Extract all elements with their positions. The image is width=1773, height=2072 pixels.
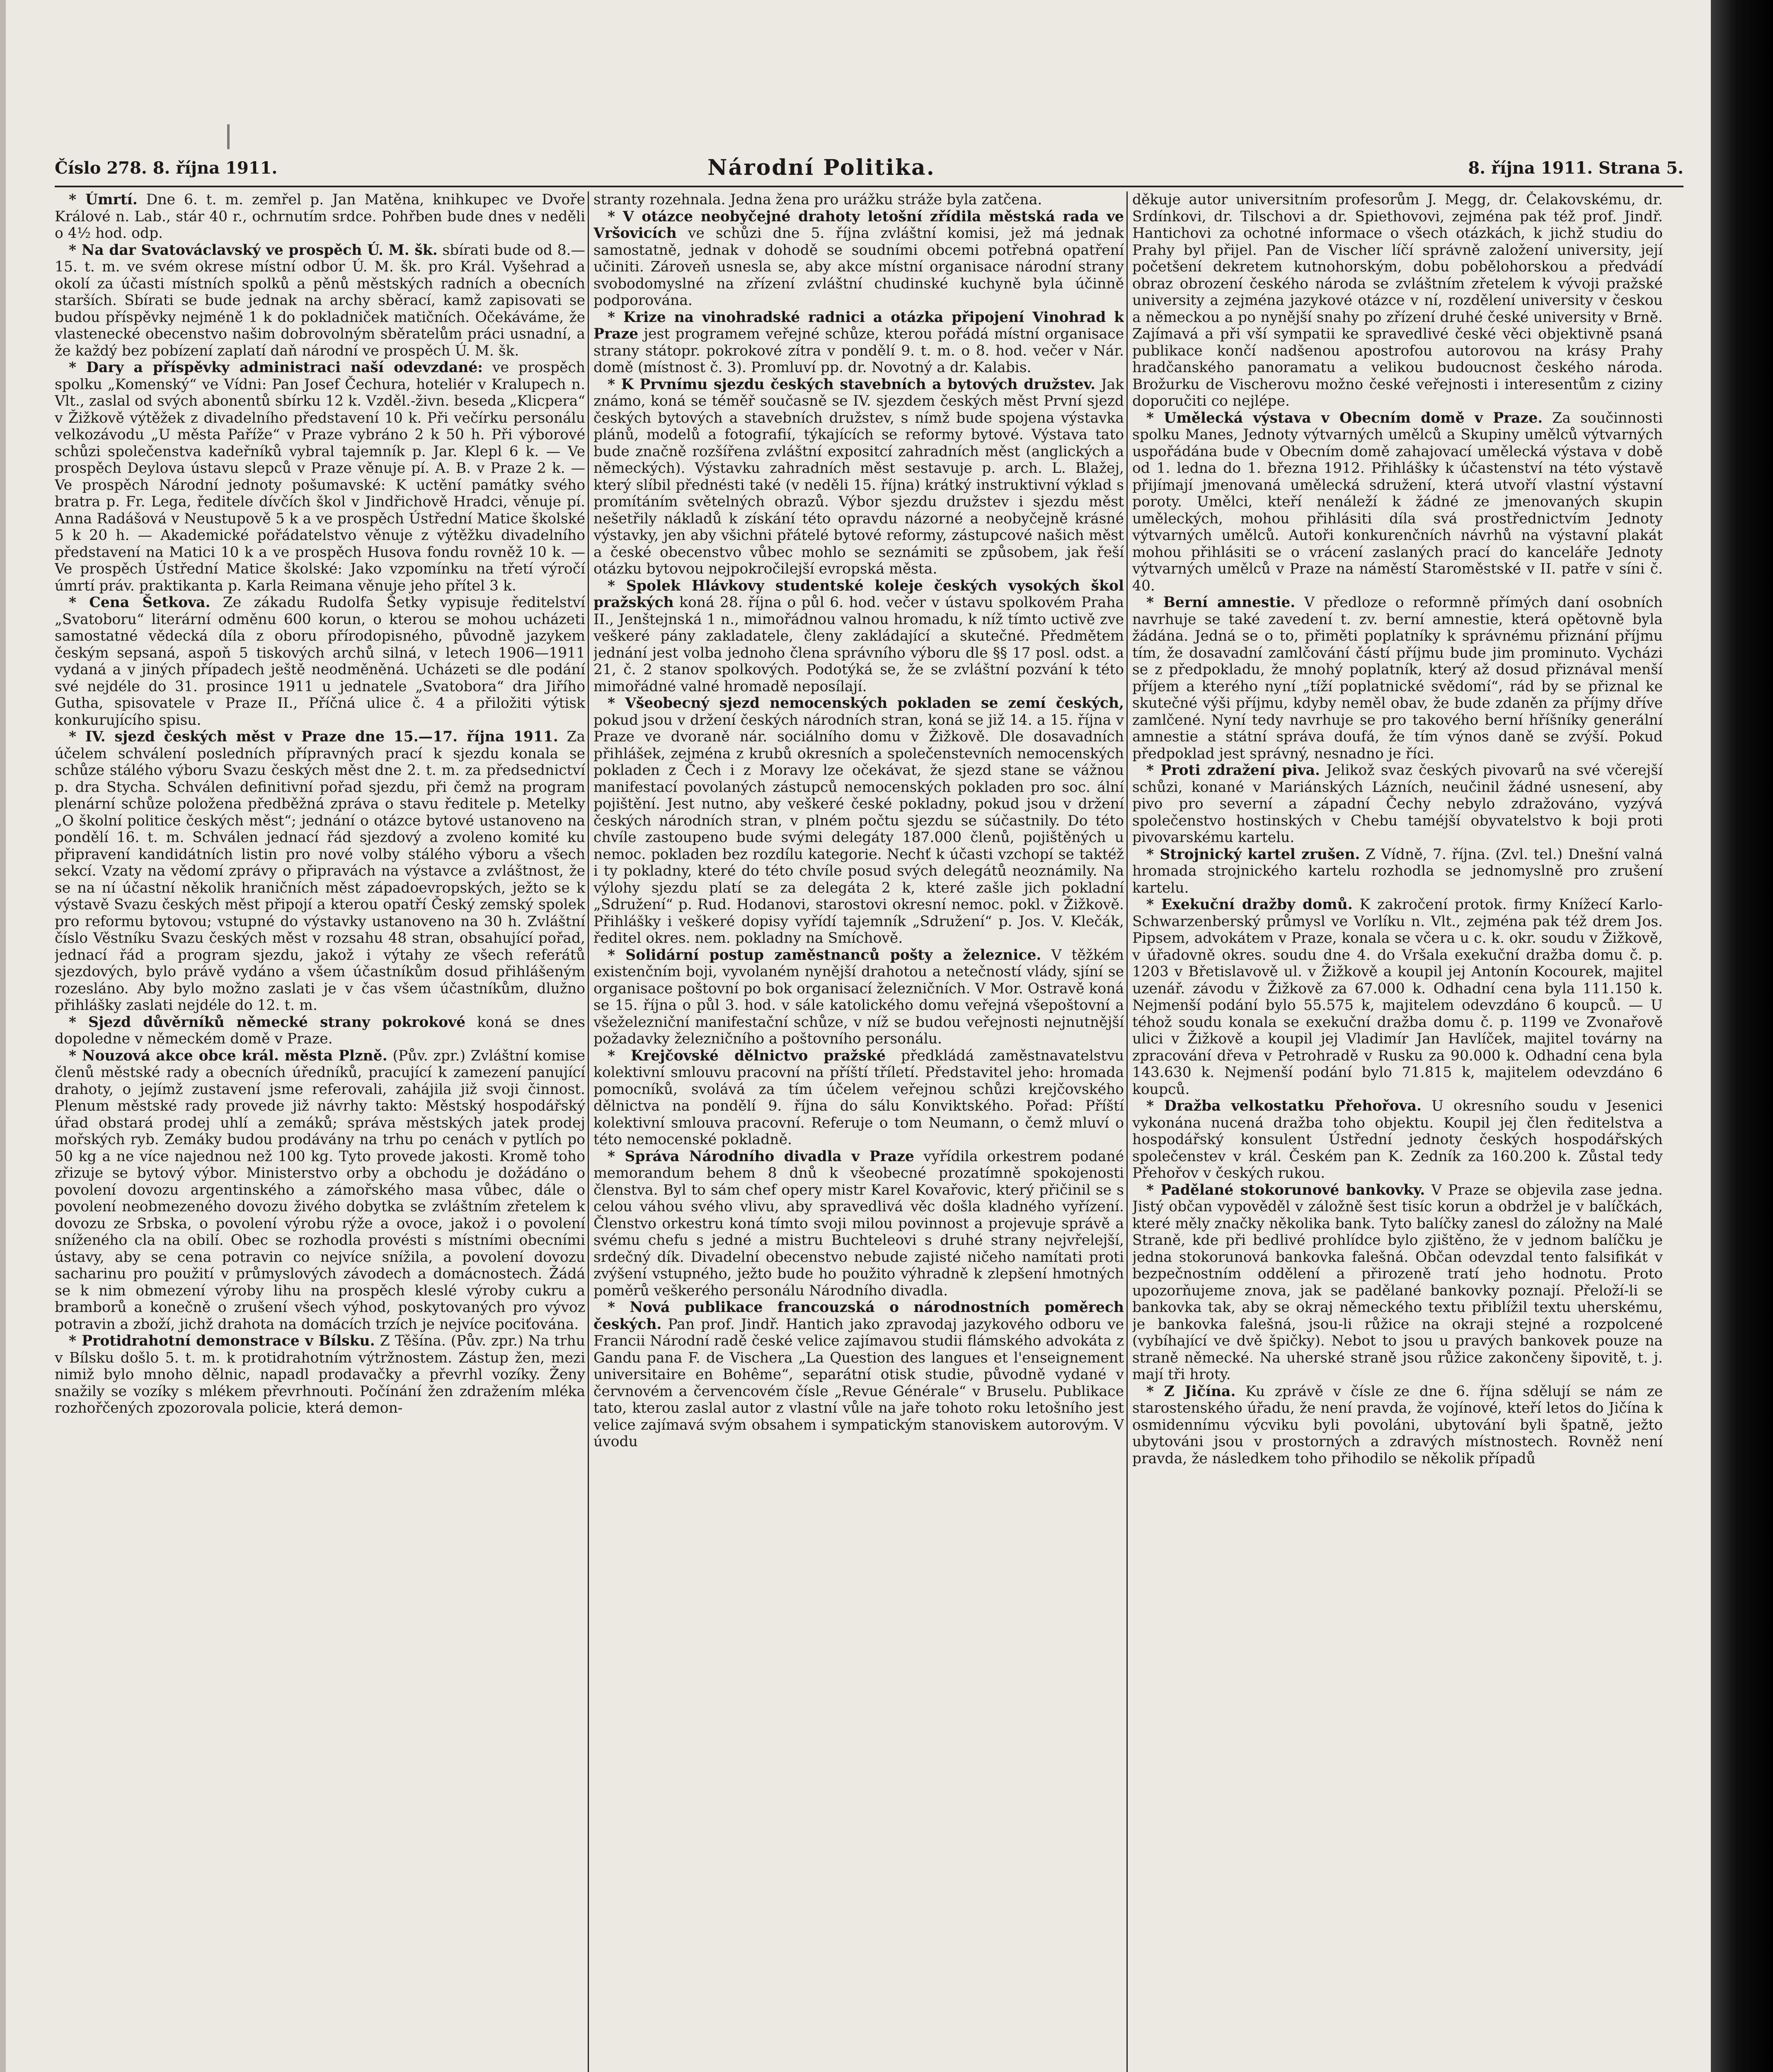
scan-mark bbox=[227, 124, 230, 149]
article-text: koná se dnes dopoledne v německém domě v Praze. bbox=[55, 1014, 585, 1047]
article-paragraph bbox=[55, 1333, 585, 1417]
masthead-title: Národní Politika. bbox=[707, 155, 935, 180]
article-text: ve prospěch spolku „Komenský“ ve Vídni: Pan Josef Čechura, hoteliér v Kralupech n. Vlt., zaslal od svých abonentů sbírku 12 k. Vzděl.-živn. beseda „Klicpera“ v Žižkově výtěžek z divadelního představení 10 k. Při večírku personálu velkozávodu „U města Paříže“ v Praze vybráno 2 k 50 h. Při výborové schůzi společenstva kadeřníků vybral tajemník p. Jar. Klepl 6 k. — Ve prospěch Deylova ústavu slepců v Praze věnuje pí. A. B. v Praze 2 k. — Ve prospěch Národní jednoty pošumavské: K uctění památky svého bratra p. Fr. Lega, ředitele dívčích škol v Jindřichově Hradci, věnuje pí. Anna Radášová v Neustupově 5 k a ve prospěch Ústřední Matice školské 5 k 20 h. — Akademické pořádatelstvo věnuje z výtěžku divadelního představení na Matici 10 k a ve prospěch Husova fondu rovněž 10 k. — Ve prospěch Ústřední Matice školské: Jako vzpomínku na třetí výročí úmrtí práv. praktikanta p. Karla Reimana věnuje jeho přítel 3 k. bbox=[55, 359, 585, 594]
article-heading: * K Prvnímu sjezdu českých stavebních a bytových družstev. bbox=[608, 376, 1096, 393]
article-text: Za součinnosti spolku Manes, Jednoty výtvarných umělců a Skupiny umělců výtvarných uspořádána bude v Obecním domě zahajovací umělecká výstava v době od 1. ledna do 1. března 1912. Přihlášky k účastenství na této výstavě přijímají jmenovaná umělecká sdružení, která utvoří vlastní výstavní poroty. Umělci, kteří nenáleží k žádné ze jmenovaných skupin uměleckých, mohou přihlásiti díla svá prostřednictvím Jednoty výtvarných umělců. Autoři konkurenčních návrhů na výstavní plakát mohou přihlásiti se o vrácení zaslaných prací do kanceláře Jednoty výtvarných umělců v Praze na náměstí Staroměstské v II. patře v síni č. 40. bbox=[1132, 409, 1663, 594]
column-3 bbox=[1132, 191, 1663, 2072]
column-1 bbox=[55, 191, 585, 2072]
article-heading: * Umělecká výstava v Obecním domě v Praze. bbox=[1146, 409, 1543, 426]
article-paragraph bbox=[1132, 1182, 1663, 1383]
article-paragraph bbox=[593, 695, 1124, 947]
article-paragraph bbox=[55, 191, 585, 242]
article-heading: * Cena Šetkova. bbox=[69, 594, 211, 611]
article-text: Pan prof. Jindř. Hantich jako zpravodaj jazykového odboru ve Francii Národní radě české velice zajímavou studii flámského advokáta z Gandu pana F. de Vischera „La Question des langues et l'enseignement universitaire en Bohême“, separátní otisk studie, původně vydané v červnovém a červencovém čísle „Revue Générale“ v Bruselu. Publikace tato, kterou zaslal autor z vlastní vůle na jaře tohoto roku letošního jest velice zajímavá svým obsahem i sympatickým stanoviskem autorovým. V úvodu bbox=[593, 1316, 1124, 1450]
header-rule bbox=[55, 186, 1683, 187]
article-text: Ku zprávě v čísle ze dne 6. října sdělují se nám ze starostenského úřadu, že není pravda, že vojínové, kteří letos do Jičína k osmidennímu výcviku byli povoláni, ubytování byli špatně, ježto ubytováni jsou v prostorných a zdravých místnostech. Rovněž není pravda, že následkem toho přihodilo se několik případů bbox=[1132, 1383, 1663, 1467]
scan-right-edge bbox=[1711, 0, 1773, 2072]
article-text: K zakročení protok. firmy Knížecí Karlo-Schwarzenberský průmysl ve Vorlíku n. Vlt., zejména pak též drem Jos. Pipsem, advokátem v Praze, konala se včera u c. k. okr. soudu v Žižkově, v úřadovně okres. soudu dne 4. do Vršala exekuční dražba domu č. p. 1203 v Břetislavově ul. v Žižkově a koupil jej Antonín Kocourek, majitel uzenář. závodu v Žižkově za 67.000 k. Odhadní cena byla 111.150 k. Nejmenší podání bylo 55.575 k, majitelem odevzdáno 6 koupců. — U téhož soudu konala se exekuční dražba domu č. p. 1199 ve Zvonařově ulici v Žižkově a koupil jej Vladimír Jan Havlíček, majitel továrny na zpracování dřeva v Petrohradě v Rusku za 90.000 k. Odhadní cena byla 143.630 k. Nejmenší podání bylo 71.815 k, majitelem odevzdáno 6 koupců. bbox=[1132, 896, 1663, 1098]
article-heading: * Správa Národního divadla v Praze bbox=[608, 1148, 914, 1165]
article-heading: * Spolek Hlávkovy studentské koleje českých vysokých škol pražských bbox=[593, 577, 1124, 611]
article-paragraph bbox=[1132, 1383, 1663, 1467]
article-heading: * Na dar Svatováclavský ve prospěch Ú. M. šk. bbox=[69, 242, 438, 259]
article-text: sbírati bude od 8.—15. t. m. ve svém okrese místní odbor Ú. M. šk. pro Král. Vyšehrad a okolí za účasti místních spolků a pěnů městských radních a obecních starších. Sbírati se bude jednak na archy sběrací, kamž zapisovati se budou příspěvky nejméně 1 k do pokladniček matičních. Očekáváme, že vlastenecké obecenstvo našim dobrovolným sběratelům práci usnadní, a že každý bez pobízení zaplatí daň národní ve prospěch Ú. M. šk. bbox=[55, 242, 585, 359]
article-text: V Praze se objevila zase jedna. Jistý občan vypověděl v záložně šest tisíc korun a obdržel je v balíčkách, které měly značky několika bank. Tyto balíčky zanesl do záložny na Malé Straně, kde při bedlivé prohlídce bylo zjištěno, že v jednom balíčku je jedna stokorunová bankovka falešná. Občan odevzdal tento falsifikát v bezpečnostním oddělení a přirozeně tratí jeho hodnotu. Proto upozorňujeme znova, jak se padělané bankovky poznají. Přeloží-li se bankovka tak, aby se okraj německého textu přiblížil textu uherskému, je bankovka falešná, jsou-li růžice na okraji stejné a rozpolcené (vybíhající ve dvě špičky). Nebot to jsou u pravých bankovek pouze na straně německé. Na uherské straně jsou růžice zakončeny šipovitě, t. j. mají tři hroty. bbox=[1132, 1181, 1663, 1383]
article-text: V předloze o reformně přímých daní osobních navrhuje se také zavedení t. zv. berní amnestie, která opětovně byla žádána. Jedná se o to, přiměti poplatníky k správnému přiznání příjmu tím, že dosavadní zamlčování částí příjmu bude jim prominuto. Vycházi se z předpokladu, že mnohý poplatník, který až dosud přiznával menší příjem a kterého nyní „tíží poplatnické svědomí“, rád by se přiznal ke skutečné výši příjmu, kdyby neměl obav, že bude zdaněn za příjmy dříve zamlčené. Nyní tedy navrhuje se pro takového berní hříšníky generální amnestie a státní správa doufá, že tím výnos daně se zvýší. Pokud předpoklad jest správný, nesnadno je říci. bbox=[1132, 594, 1663, 762]
article-text: Z Těšína. (Pův. zpr.) Na trhu v Bílsku došlo 5. t. m. k protidrahotním výtržnostem. Zástup žen, mezi nimiž bylo mnoho dělnic, napadl prodavačky a převrhl vozíky. Ženy snažily se vozíky s mlékem převrhnouti. Počínání žen zdražením mléka rozhořčených zpozorovala policie, která demon- bbox=[55, 1333, 585, 1416]
article-heading: * Z Jičína. bbox=[1146, 1383, 1236, 1400]
article-text: Jak známo, koná se téměř současně se IV. sjezdem českých měst První sjezd českých bytových a stavebních družstev, s nímž bude spojena výstavka plánů, modelů a fotografií, týkajících se reformy bytové. Výstava tato bude značně rozšířena zvláštní expositcí zahradních měst (anglických a německých). Výstavku zahradních měst sestavuje p. arch. L. Blažej, který slíbil přednésti také (v neděli 15. října) krátký instruktivní výklad s promítáním světelných obrazů. Výbor sjezdu družstev i sjezdu měst nešetřily nákladů k získání této opravdu názorné a neobyčejně krásné výstavky, jen aby všichni přátelé bytové reformy, zástupcové našich měst a české obecenstvo vůbec mohlo se seznámiti se způsobem, jak řeší otázku bytovou nejpokročilejší evropská města. bbox=[593, 376, 1124, 577]
article-heading: * Nouzová akce obce král. města Plzně. bbox=[69, 1047, 388, 1064]
article-paragraph bbox=[1132, 846, 1663, 897]
article-paragraph bbox=[1132, 1098, 1663, 1182]
article-heading: * Nová publikace francouzská o národnostních poměrech českých. bbox=[593, 1299, 1124, 1333]
article-paragraph bbox=[1132, 191, 1663, 410]
article-paragraph bbox=[1132, 762, 1663, 846]
article-paragraph bbox=[593, 1048, 1124, 1148]
article-heading: * Strojnický kartel zrušen. bbox=[1146, 846, 1360, 863]
article-paragraph bbox=[593, 1299, 1124, 1450]
article-heading: * Krejčovské dělnictvo pražské bbox=[608, 1047, 886, 1064]
article-heading: * Všeobecný sjezd nemocenských pokladen se zemí českých, bbox=[608, 695, 1124, 712]
article-paragraph bbox=[55, 1014, 585, 1048]
article-paragraph bbox=[1132, 896, 1663, 1098]
date-page-number: 8. října 1911. Strana 5. bbox=[1468, 158, 1683, 178]
article-heading: * Krize na vinohradské radnici a otázka připojení Vinohrad k Praze bbox=[593, 309, 1124, 342]
article-paragraph bbox=[593, 1148, 1124, 1300]
article-paragraph bbox=[55, 594, 585, 729]
article-text: Jelikož svaz českých pivovarů na své včerejší schůzi, konané v Mariánských Lázních, neučinil žádné usnesení, aby pivo pro severní a západní Čechy nebylo zdražováno, vyzývá společenstvo hostinských v Chebu taméjší obyvatelstvo k boji proti pivovarskému kartelu. bbox=[1132, 762, 1663, 846]
article-text: předkládá zaměstnavatelstvu kolektivní smlouvu pracovní na příští tříletí. Představitel jeho: hromada pomocníků, svolává za tím účelem veřejnou schůzi krejčovského dělnictva na pondělí 9. října do sálu Konviktského. Pořad: Příští kolektivní smlouva pracovní. Referuje o tom Neumann, o čemž mluví o této nemocenské pokladně. bbox=[593, 1047, 1124, 1148]
article-text: Z Vídně, 7. října. (Zvl. tel.) Dnešní valná hromada strojnického kartelu rozhodla se jednomyslně pro zrušení kartelu. bbox=[1132, 846, 1663, 896]
article-paragraph bbox=[593, 208, 1124, 309]
article-text: Dne 6. t. m. zemřel p. Jan Matěna, knihkupec ve Dvoře Králové n. Lab., stár 40 r., ochrnutím srdce. Pohřben bude dnes v neděli o 4½ hod. odp. bbox=[55, 191, 585, 242]
issue-number-date: Číslo 278. 8. října 1911. bbox=[55, 158, 278, 178]
article-paragraph bbox=[1132, 410, 1663, 595]
article-heading: * Protidrahotní demonstrace v Bílsku. bbox=[69, 1333, 375, 1349]
column-divider bbox=[1126, 191, 1128, 2072]
article-text: Za účelem schválení posledních přípravných prací k sjezdu konala se schůze stálého výboru Svazu českých měst dne 2. t. m. za předsednictví p. dra Stycha. Schválen definitivní pořad sjezdu, při čemž na program plenární schůze položena předběžná zpráva o stavu ředitele p. Metelky „O školní politice českých měst“; jednání o otázce bytové ustanoveno na pondělí 16. t. m. Schválen jednací řád sjezdový a zvoleno komité ku připravení kandidátních listin pro nové volby stálého výboru a všech sekcí. Vzaty na vědomí zprávy o připravách na výstavce a zvláštnost, že se na ní účastní několik hraničních měst západoevropských, ježto se k výstavě Svazu českých měst připojí a kterou opatří Český zemský spolek pro reformu bytovou; vstupné do výstavky ustanoveno na 30 h. Zvláštní číslo Věstníku Svazu českých měst v rozsahu 48 stran, obsahující pořad, jednací řád a program sjezdu, jakož i výtahy ze všech referátů sjezdových, bylo právě vydáno a všem účastníkům dosud přihlášeným rozesláno. Aby bylo možno zaslati je v čas všem účastníkům, dlužno přihlášky zaslati nejdéle do 12. t. m. bbox=[55, 729, 585, 1014]
article-paragraph bbox=[55, 729, 585, 1014]
article-heading: * Proti zdražení piva. bbox=[1146, 762, 1320, 779]
article-heading: * Dary a příspěvky administraci naší odevzdané: bbox=[69, 359, 483, 376]
article-text: vyřídila orkestrem podané memorandum behem 8 dnů k všeobecné prozatímně spokojenosti členstva. Byl to sám chef opery mistr Karel Kovařovic, který přičinil se s celou váhou svého vlivu, aby spravedlivá věc došla kladného vyřízení. Členstvo orkestru koná tímto svoji milou povinnost a projevuje správě a svému chefu s jedné a mistru Buchteleovi s druhé strany nejvřelejší, srdečný dík. Divadelní obecenstvo nebude zajisté ničeho namítati proti zvýšení vstupného, ježto bude ho použito výhradně k zlepšení hmotných poměrů veškerého personálu Národního divadla. bbox=[593, 1148, 1124, 1299]
article-text: Ze zákadu Rudolfa Šetky vypisuje ředitelství „Svatoboru“ literární odměnu 600 korun, o kterou se mohou ucházeti samostatné vědecká díla z oboru přírodopisného, původně jazykem českým sepsaná, aspoň 5 tiskových archů silná, v letech 1906—1911 vydaná a v jiných případech ještě neodměněná. Ucházeti se dle podání své nejdéle do 31. prosince 1911 u jednatele „Svatobora“ dra Jiřího Gutha, spisovatele v Praze II., Příčná ulice č. 4 a přiložiti výtisk konkurujícího spisu. bbox=[55, 594, 585, 729]
article-heading: * Úmrtí. bbox=[69, 191, 138, 208]
article-text: ve schůzi dne 5. října zvláštní komisi, jež má jednak samostatně, jednak v dohodě se soudními obcemi potřebná opatření učiniti. Zároveň usnesla se, aby akce místní organisace národní strany svobodomyslné na zřízení zvláštní chudinské kuchyně byla účinně podporována. bbox=[593, 225, 1124, 309]
article-paragraph bbox=[593, 947, 1124, 1048]
article-paragraph bbox=[593, 309, 1124, 376]
article-text: pokud jsou v držení českých národních stran, koná se již 14. a 15. října v Praze ve dvoraně nár. sociálního domu v Žižkově. Dle dosavadních přihlášek, zejména z krubů okresních a společenstevních nemocenských pokladen z Čech i z Moravy lze očekávat, že sjezd stane se vážnou manifestací povolaných zástupců nemocenských pokladen pro soc. ální pojištění. Jest nutno, aby veškeré české pokladny, pokud jsou v držení českých národních stran, v plném počtu sjezdu se súčastnily. Do této chvíle zastoupeno bude svými delegáty 187.000 členů, pojištěných u nemoc. pokladen bez rozdílu kategorie. Nechť k účasti vzchopí se taktéž i ty pokladny, které do této chvíle posud svých delegátů neoznámily. Na výlohy sjezdu platí se za delegáta 2 k, které zašle jich pokladní „Sdružení“ p. Rud. Hodanovi, starostovi okresní nemoc. pokl. v Žižkově. Přihlášky i veškeré dopisy vyřídí tajemník „Sdružení“ p. Jos. V. Klečák, ředitel okres. nem. pokladny na Smíchově. bbox=[593, 712, 1124, 946]
column-divider bbox=[588, 191, 589, 2072]
article-text: V těžkém existenčním boji, vyvolaném nynější drahotou a netečností vlády, sjíní se organisace poštovní po bok organisací železničních. V Mor. Ostravě koná se 15. října o půl 3. hod. v sále katolického domu veřejná všepoštovní a všeželezniční manifestační schůze, v níž se budou veřejnosti nejnutnější požadavky železničního a poštovního personálu. bbox=[593, 946, 1124, 1047]
article-paragraph bbox=[55, 359, 585, 594]
article-text: U okresního soudu v Jesenici vykonána nucená dražba toho objektu. Koupil jej člen ředitelstva a hospodářský konsulent Ústřední jednoty českých hospodářských společenstev v král. Českém pan K. Zedník za 160.200 k. Zůstal tedy Přehořov v českých rukou. bbox=[1132, 1098, 1663, 1181]
article-heading: * Solidární postup zaměstnanců pošty a železnice. bbox=[608, 946, 1042, 963]
article-heading: * IV. sjezd českých měst v Praze dne 15.—17. října 1911. bbox=[69, 729, 558, 745]
article-paragraph bbox=[593, 376, 1124, 578]
article-paragraph bbox=[593, 191, 1124, 208]
article-heading: * Sjezd důvěrníků německé strany pokrokové bbox=[69, 1014, 466, 1031]
scan-left-edge bbox=[0, 0, 6, 2072]
article-heading: * Padělané stokorunové bankovky. bbox=[1146, 1181, 1425, 1198]
article-text: jest programem veřejné schůze, kterou pořádá místní organisace strany státopr. pokrokové zítra v pondělí 9. t. m. o 8. hod. večer v Nár. domě (místnost č. 3). Promluví pp. dr. Novotný a dr. Kalabis. bbox=[593, 326, 1124, 376]
article-heading: * Berní amnestie. bbox=[1146, 594, 1296, 611]
article-paragraph bbox=[593, 578, 1124, 695]
article-paragraph bbox=[55, 1048, 585, 1333]
article-heading: * V otázce neobyčejné drahoty letošní zřídila městská rada ve Vršovicích bbox=[593, 208, 1124, 242]
article-text: děkuje autor universitním profesorům J. Megg, dr. Čelakovskému, dr. Srdínkovi, dr. Tilschovi a dr. Spiethovovi, zejména pak též prof. Jindř. Hantichovi za ochotné informace o všech otázkách, k jichž studiu do Prahy byl přijel. Pan de Vischer líčí správně založení university, její početšení dekretem kutnohorským, dobu pobělohorskou a předvádí obraz obrození českého národa se zvláštním zřetelem k vývoji pražské university a zejména jazykové otázce v ní, rozdělení university v českou a německou a po nynější snahy po zřízení druhé české university v Brně. Zajímavá a při vší sympatii ke spravedlivé české věci objektivně psaná publikace končí nadšenou apostrofou autorovou na krásy Prahy hradčanského panoramatu a velikou budoucnost českého národa. Brožurku de Vischerovu možno české veřejnosti i interesentům z ciziny doporučiti co nejlépe. bbox=[1132, 191, 1663, 409]
article-text: stranty rozehnala. Jedna žena pro urážku stráže byla zatčena. bbox=[593, 191, 1042, 208]
article-heading: * Exekuční dražby domů. bbox=[1146, 896, 1353, 913]
article-paragraph bbox=[1132, 594, 1663, 762]
article-text: (Pův. zpr.) Zvláštní komise členů městské rady a obecních úředníků, pracující k zamezení panující drahoty, o jejímž zustavení jsme referovali, zahájila již svoji činnost. Plenum městské rady provede již návrhy takto: Městský hospodářský úřad obstará prodej uhlí a zemáků; správa městských jatek prodej mořských ryb. Zemáky budou prodávány na trhu po cenách v pytlích po 50 kg a ne více najednou než 100 kg. Tyto provede jakosti. Kromě toho zřizuje se bytový výbor. Ministerstvo orby a obchodu je dožádáno o povolení dovozu argentinského a zámořského masa vůbec, dále o povolení neobmezeného dovozu živého dobytka se zvláštním zřetelem k dovozu ze Srbska, o povolení výrobu rýže a ovoce, jakož i o povolení sníženého cla na obilí. Obec se rozhodla provésti s místními obecními ústavy, aby se cena potravin co nejvíce snížila, a povolení dovozu sacharinu pro použití v průmyslových závodech a domácnostech. Žádá se k nim obmezení výroby lihu na prospěch kleslé výroby cukru a bramborů a konečně o zrušení všech výhod, poskytovaných pro vývoz potravin a zboží, jichž drahota na domácích trzích je nejvíce pociťována. bbox=[55, 1047, 585, 1333]
column-2 bbox=[593, 191, 1124, 2072]
article-text: koná 28. října o půl 6. hod. večer v ústavu spolkovém Praha II., Jenštejnská 1 n., mimořádnou valnou hromadu, k níž tímto uctivě zve veškeré pány zakladatele, členy zakládající a skutečné. Předmětem jednání jest volba jednoho člena správního výboru dle §§ 17 posl. odst. a 21, č. 2 stanov spolkových. Podotýká se, že se zvláštní pozvání k této mimořádné valné hromadě neposílají. bbox=[593, 594, 1124, 695]
page-header bbox=[55, 155, 1683, 183]
article-heading: * Dražba velkostatku Přehořova. bbox=[1146, 1098, 1422, 1114]
article-paragraph bbox=[55, 242, 585, 360]
